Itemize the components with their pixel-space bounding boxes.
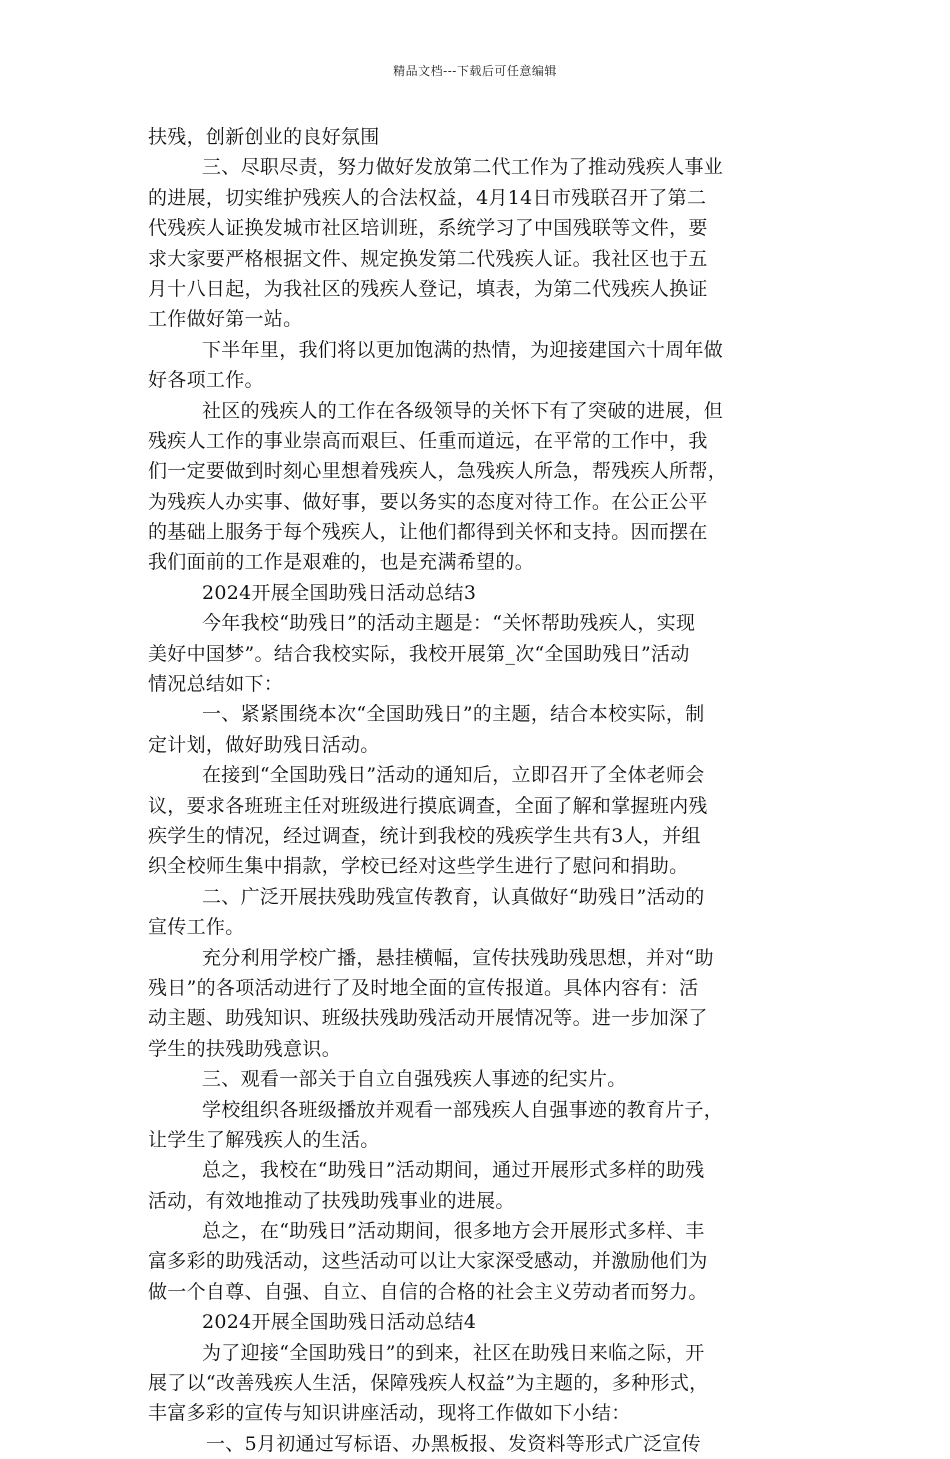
text-line: 社区的残疾人的工作在各级领导的关怀下有了突破的进展，但 — [202, 399, 724, 422]
text-line: 宣传工作。 — [148, 916, 245, 939]
text-line: 2024开展全国助残日活动总结4 — [202, 1311, 477, 1334]
text-line: 为残疾人办实事、做好事，要以务实的态度对待工作。在公正公平 — [148, 490, 708, 513]
text-line: 求大家要严格根据文件、规定换发第二代残疾人证。我社区也于五 — [148, 247, 708, 270]
text-line: 的基础上服务于每个残疾人，让他们都得到关怀和支持。因而摆在 — [148, 521, 708, 544]
document-body — [148, 122, 804, 1459]
text-line: 一、紧紧围绕本次“全国助残日”的主题，结合本校实际，制 — [202, 703, 705, 726]
text-line: 在接到“全国助残日”活动的通知后，立即召开了全体老师会 — [202, 764, 705, 787]
text-line: 富多彩的助残活动，这些活动可以让大家深受感动，并激励他们为 — [148, 1250, 708, 1273]
text-line: 月十八日起，为我社区的残疾人登记，填表，为第二代残疾人换证 — [148, 277, 708, 300]
text-line: 学校组织各班级播放并观看一部残疾人自强事迹的教育片子， — [202, 1098, 724, 1121]
text-line: 美好中国梦”。结合我校实际，我校开展第_次“全国助残日”活动 — [148, 642, 690, 665]
text-line: 情况总结如下： — [148, 673, 284, 696]
text-line: 疾学生的情况，经过调查，统计到我校的残疾学生共有3人，并组 — [148, 824, 701, 847]
text-line: 代残疾人证换发城市社区培训班，系统学习了中国残联等文件，要 — [148, 217, 708, 240]
text-line: 二、广泛开展扶残助残宣传教育，认真做好“助残日”活动的 — [202, 885, 705, 908]
text-line: 下半年里，我们将以更加饱满的热情，为迎接建国六十周年做 — [202, 338, 724, 361]
text-line: 三、观看一部关于自立自强残疾人事迹的纪实片。 — [202, 1068, 627, 1091]
text-line: 为了迎接“全国助残日”的到来，社区在助残日来临之际，开 — [202, 1341, 705, 1364]
text-line: 充分利用学校广播，悬挂横幅，宣传扶残助残思想，并对“助 — [202, 946, 714, 969]
text-line: 三、尽职尽责，努力做好发放第二代工作为了推动残疾人事业 — [202, 156, 724, 179]
text-line: 残日”的各项活动进行了及时地全面的宣传报道。具体内容有：活 — [148, 976, 699, 999]
text-line: 做一个自尊、自强、自立、自信的合格的社会主义劳动者而努力。 — [148, 1280, 708, 1303]
text-line: 总之，我校在“助残日”活动期间，通过开展形式多样的助残 — [202, 1159, 705, 1182]
text-line: 今年我校“助残日”的活动主题是：“关怀帮助残疾人，实现 — [202, 612, 696, 635]
text-line: 扶残，创新创业的良好氛围 — [148, 126, 380, 148]
text-line: 2024开展全国助残日活动总结3 — [202, 581, 477, 604]
text-line: 议，要求各班班主任对班级进行摸底调查，全面了解和掌握班内残 — [148, 794, 708, 817]
text-line: 残疾人工作的事业崇高而艰巨、任重而道远，在平常的工作中，我 — [148, 429, 708, 452]
text-line: 总之，在“助残日”活动期间，很多地方会开展形式多样、丰 — [202, 1220, 705, 1243]
text-line: 活动，有效地推动了扶残助残事业的进展。 — [148, 1189, 515, 1212]
text-line: 我们面前的工作是艰难的，也是充满希望的。 — [148, 551, 535, 574]
text-line: 学生的扶残助残意识。 — [148, 1037, 342, 1060]
text-line: 的进展，切实维护残疾人的合法权益，4月14日市残联召开了第二 — [148, 186, 707, 209]
text-line: 好各项工作。 — [148, 369, 264, 392]
text-line: 工作做好第一站。 — [148, 308, 303, 331]
text-line: 让学生了解残疾人的生活。 — [148, 1128, 380, 1151]
text-line: 织全校师生集中捐款，学校已经对这些学生进行了慰问和捐助。 — [148, 855, 689, 878]
text-line: 一、5月初通过写标语、办黑板报、发资料等形式广泛宣传 — [206, 1432, 701, 1455]
text-line: 丰富多彩的宣传与知识讲座活动，现将工作做如下小结： — [148, 1402, 631, 1425]
text-line: 们一定要做到时刻心里想着残疾人，急残疾人所急，帮残疾人所帮， — [148, 460, 728, 483]
text-line: 动主题、助残知识、班级扶残助残活动开展情况等。进一步加深了 — [148, 1007, 708, 1030]
text-line: 定计划，做好助残日活动。 — [148, 733, 380, 756]
text-line: 展了以“改善残疾人生活，保障残疾人权益”为主题的，多种形式， — [148, 1372, 709, 1395]
page-header: 精品文档---下载后可任意编辑 — [393, 64, 557, 78]
